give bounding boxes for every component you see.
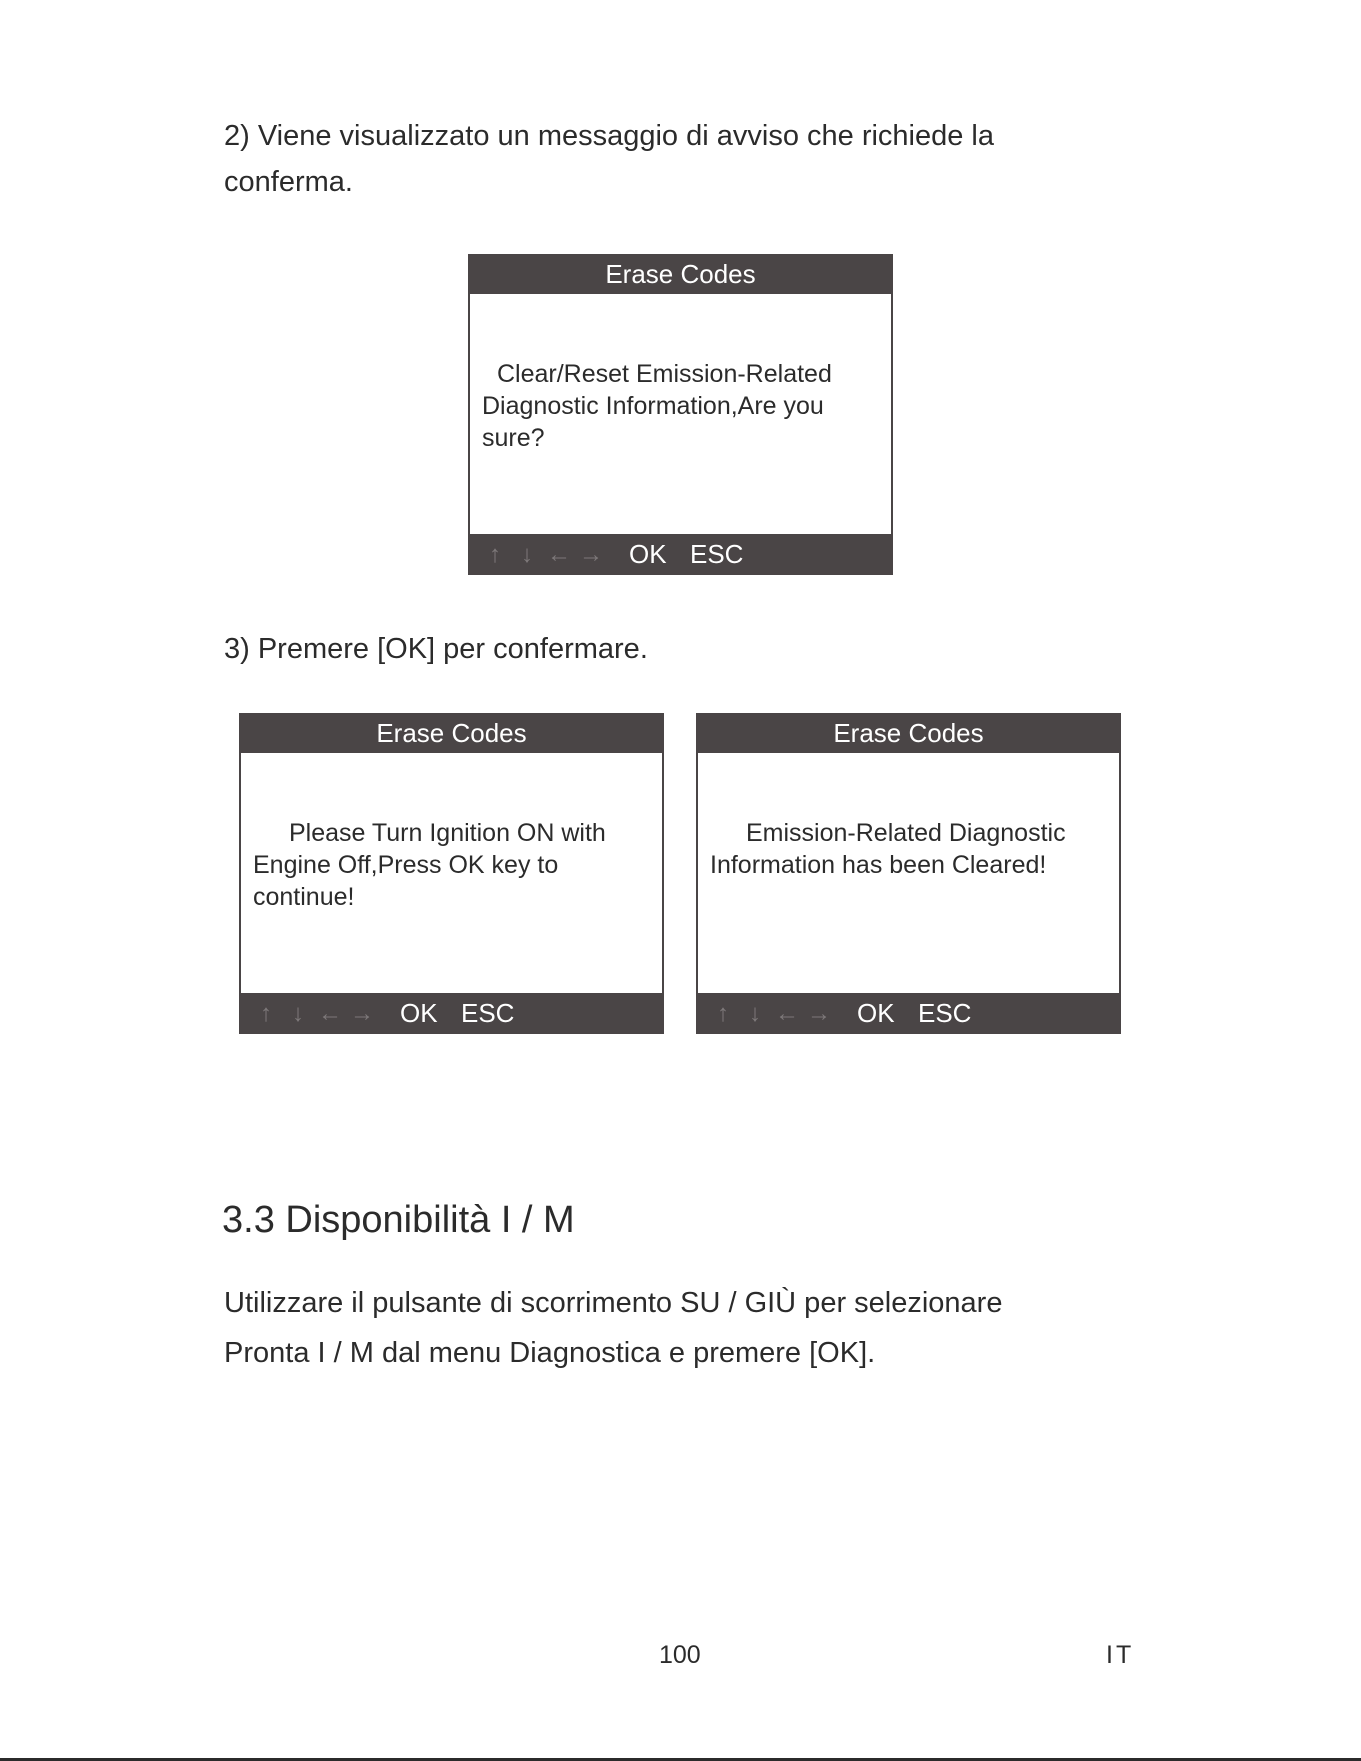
step-2-paragraph (224, 113, 994, 205)
esc-key-label: ESC (918, 998, 972, 1028)
arrow-down-icon: ↓ (521, 541, 533, 568)
screen-message: Emission-Related Diagnostic Information has been Cleared! (710, 819, 1066, 879)
arrow-right-icon: → (579, 541, 603, 568)
arrow-left-icon: ← (775, 1000, 799, 1027)
screen-content (468, 294, 893, 534)
esc-key-label: ESC (461, 998, 515, 1028)
arrow-up-icon: ↑ (260, 1000, 272, 1027)
page-number: 100 (659, 1641, 701, 1669)
arrow-down-icon: ↓ (292, 1000, 304, 1027)
device-screen-ignition (239, 713, 664, 1034)
ok-key-label: OK (857, 998, 895, 1028)
section-body-line-2: Pronta I / M dal menu Diagnostica e premere [OK]. (224, 1337, 876, 1369)
section-heading: 3.3 Disponibilità I / M (222, 1199, 575, 1241)
arrow-keys (710, 993, 832, 1034)
ok-key-label: OK (400, 998, 438, 1028)
arrow-down-icon: ↓ (749, 1000, 761, 1027)
step-3-paragraph (224, 626, 648, 672)
device-screen-cleared (696, 713, 1121, 1034)
screen-message: Please Turn Ignition ON with Engine Off,Press OK key to continue! (253, 819, 606, 911)
section-body-paragraph (224, 1278, 1002, 1378)
language-code: IT (1106, 1641, 1135, 1669)
arrow-keys (253, 993, 375, 1034)
step-2-line-2: conferma. (224, 166, 353, 198)
screen-key-bar (696, 993, 1121, 1034)
arrow-keys (482, 534, 604, 575)
step-3-line: 3) Premere [OK] per confermare. (224, 633, 648, 665)
arrow-left-icon: ← (547, 541, 571, 568)
step-2-line-1: 2) Viene visualizzato un messaggio di avviso che richiede la (224, 120, 995, 152)
arrow-up-icon: ↑ (717, 1000, 729, 1027)
arrow-right-icon: → (807, 1000, 831, 1027)
screen-content (239, 753, 664, 993)
ok-key-label: OK (629, 539, 667, 569)
section-body-line-1: Utilizzare il pulsante di scorrimento SU / GIÙ per selezionare (224, 1287, 1003, 1319)
screen-content (696, 753, 1121, 993)
screen-key-bar (239, 993, 664, 1034)
arrow-left-icon: ← (318, 1000, 342, 1027)
arrow-right-icon: → (350, 1000, 374, 1027)
screen-message: Clear/Reset Emission-Related Diagnostic Information,Are you sure? (482, 360, 832, 452)
screen-title: Erase Codes (468, 254, 893, 294)
device-screen-confirm (468, 254, 893, 575)
esc-key-label: ESC (690, 539, 744, 569)
arrow-up-icon: ↑ (489, 541, 501, 568)
screen-title: Erase Codes (239, 713, 664, 753)
screen-title: Erase Codes (696, 713, 1121, 753)
screen-key-bar (468, 534, 893, 575)
